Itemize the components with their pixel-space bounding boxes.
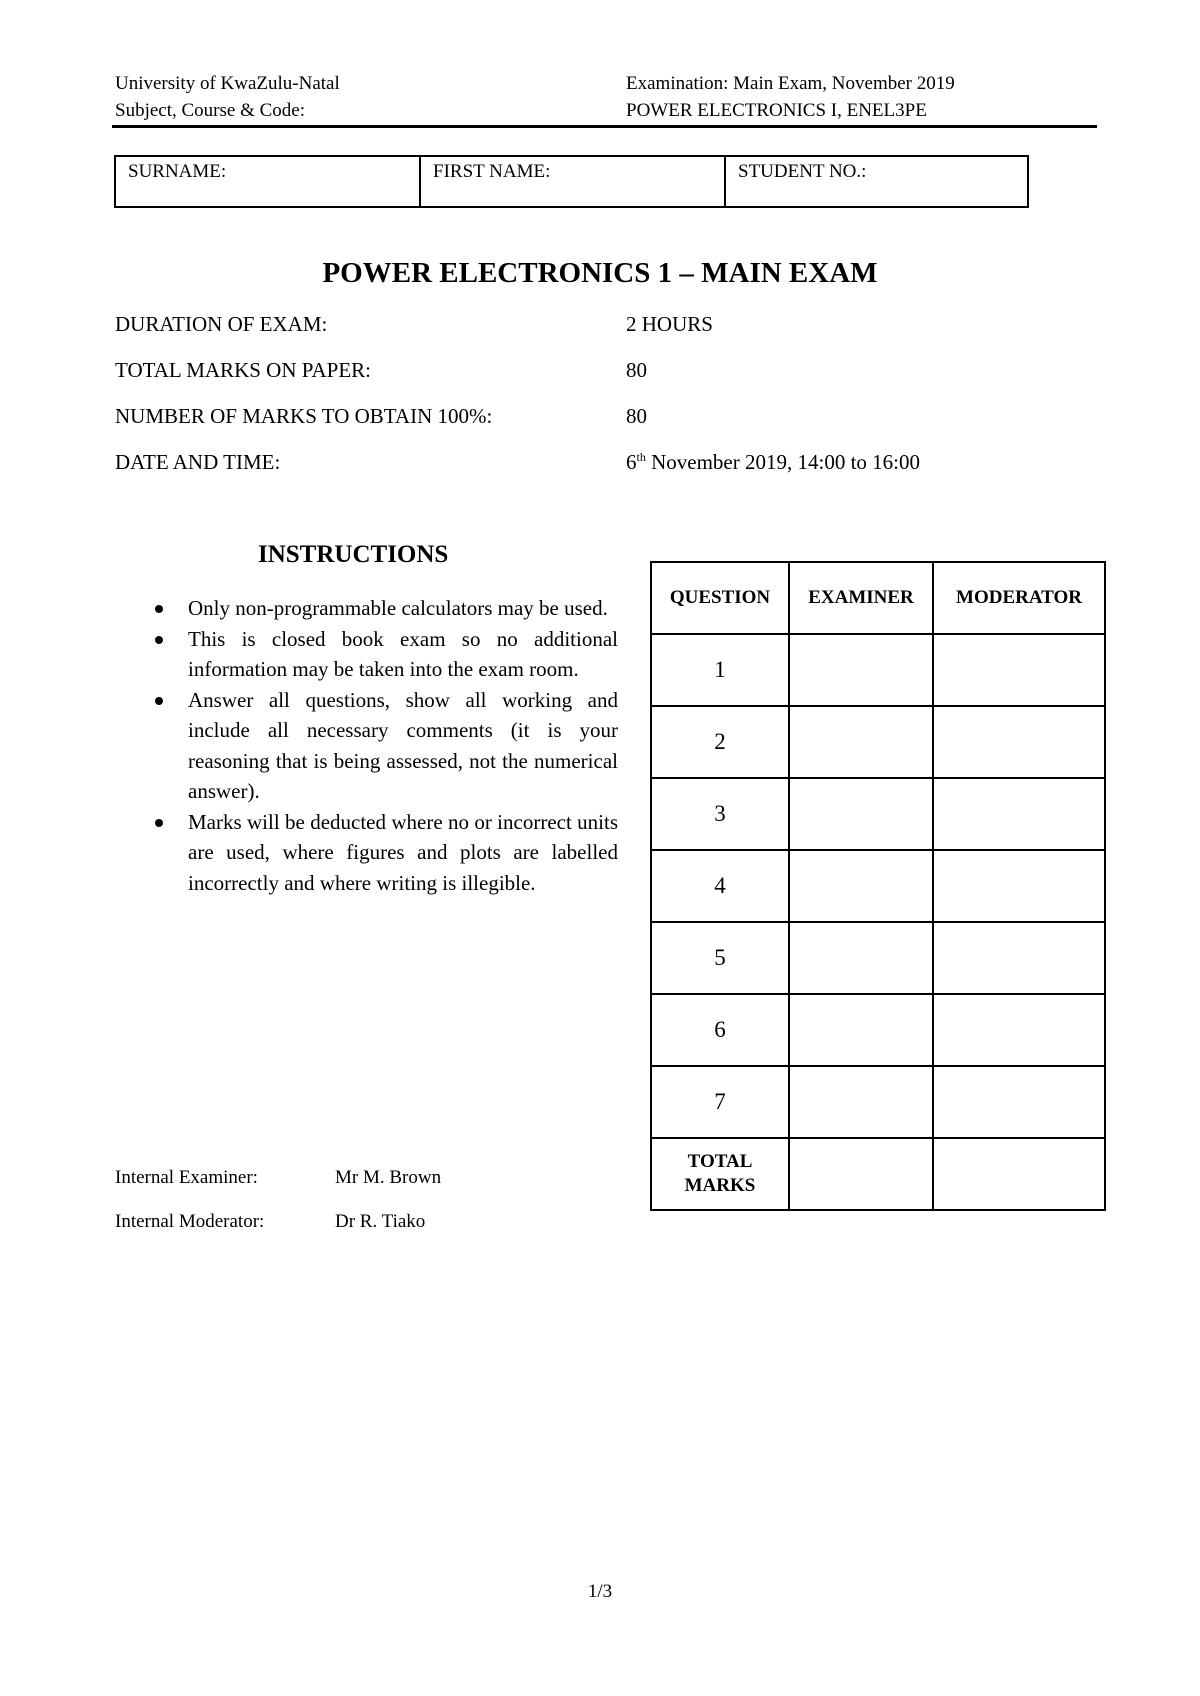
moderator-mark-cell[interactable] bbox=[933, 922, 1105, 994]
moderator-mark-cell[interactable] bbox=[933, 1066, 1105, 1138]
question-number: 3 bbox=[651, 778, 789, 850]
date-day: 6 bbox=[626, 450, 637, 474]
instruction-text: Only non-programmable calculators may be used. bbox=[188, 596, 608, 620]
instruction-item bbox=[150, 624, 618, 685]
question-number: 1 bbox=[651, 634, 789, 706]
examiner-label: Internal Examiner: bbox=[115, 1167, 258, 1188]
total-marks-value: 80 bbox=[626, 358, 647, 382]
question-number: 7 bbox=[651, 1066, 789, 1138]
moderator-mark-cell[interactable] bbox=[933, 778, 1105, 850]
bullet-icon bbox=[155, 605, 163, 613]
examiner-mark-cell[interactable] bbox=[789, 778, 933, 850]
moderator-mark-cell[interactable] bbox=[933, 706, 1105, 778]
instruction-text: This is closed book exam so no additional information may be taken into the exam room. bbox=[188, 626, 618, 681]
examiner-mark-cell[interactable] bbox=[789, 850, 933, 922]
header-question: QUESTION bbox=[651, 562, 789, 634]
table-row bbox=[651, 706, 1105, 778]
student-no-field[interactable]: STUDENT NO.: bbox=[738, 161, 867, 182]
instructions-list bbox=[150, 593, 618, 898]
marks-to-100-value: 80 bbox=[626, 404, 647, 428]
table-row bbox=[651, 994, 1105, 1066]
table-row bbox=[651, 850, 1105, 922]
examination-info: Examination: Main Exam, November 2019 bbox=[626, 73, 955, 94]
instruction-item bbox=[150, 685, 618, 807]
question-number: 4 bbox=[651, 850, 789, 922]
instructions-title: INSTRUCTIONS bbox=[258, 541, 449, 568]
examiner-mark-cell[interactable] bbox=[789, 1066, 933, 1138]
student-details-box bbox=[114, 155, 1029, 208]
date-rest: November 2019, 14:00 to 16:00 bbox=[645, 450, 920, 474]
instruction-item bbox=[150, 807, 618, 899]
subject-label: Subject, Course & Code: bbox=[115, 100, 305, 121]
total-marks-label bbox=[651, 1138, 789, 1210]
total-marks-label: TOTAL MARKS ON PAPER: bbox=[115, 358, 372, 382]
header-examiner: EXAMINER bbox=[789, 562, 933, 634]
moderator-mark-cell[interactable] bbox=[933, 634, 1105, 706]
exam-title: POWER ELECTRONICS 1 – MAIN EXAM bbox=[322, 257, 878, 289]
question-number: 5 bbox=[651, 922, 789, 994]
date-time-value bbox=[626, 449, 920, 475]
surname-field[interactable]: SURNAME: bbox=[116, 157, 421, 206]
header-moderator: MODERATOR bbox=[933, 562, 1105, 634]
bullet-icon bbox=[155, 697, 163, 705]
table-row bbox=[651, 634, 1105, 706]
question-number: 2 bbox=[651, 706, 789, 778]
date-time-label: DATE AND TIME: bbox=[115, 450, 281, 474]
total-line-2: MARKS bbox=[684, 1175, 756, 1196]
university-name: University of KwaZulu-Natal bbox=[115, 73, 340, 94]
examiner-mark-cell[interactable] bbox=[789, 994, 933, 1066]
marks-table bbox=[650, 561, 1106, 1211]
examiner-mark-cell[interactable] bbox=[789, 706, 933, 778]
moderator-label: Internal Moderator: bbox=[115, 1211, 265, 1232]
duration-value: 2 HOURS bbox=[626, 312, 713, 336]
instruction-item bbox=[150, 593, 618, 624]
table-row bbox=[651, 778, 1105, 850]
moderator-mark-cell[interactable] bbox=[933, 994, 1105, 1066]
moderator-name: Dr R. Tiako bbox=[335, 1211, 426, 1232]
table-row bbox=[651, 922, 1105, 994]
total-row bbox=[651, 1138, 1105, 1210]
first-name-field[interactable]: FIRST NAME: bbox=[421, 157, 726, 206]
marks-to-100-label: NUMBER OF MARKS TO OBTAIN 100%: bbox=[115, 404, 493, 428]
examiner-name: Mr M. Brown bbox=[335, 1167, 442, 1188]
examiner-total-cell[interactable] bbox=[789, 1138, 933, 1210]
duration-label: DURATION OF EXAM: bbox=[115, 312, 328, 336]
bullet-icon bbox=[155, 636, 163, 644]
course-code: POWER ELECTRONICS I, ENEL3PE bbox=[626, 100, 927, 121]
total-line-1: TOTAL bbox=[687, 1151, 753, 1172]
instruction-text: Answer all questions, show all working and include all necessary comments (it is your reasoning that is being assessed, not the numerical answer). bbox=[188, 687, 618, 803]
examiner-mark-cell[interactable] bbox=[789, 634, 933, 706]
date-suffix: th bbox=[636, 450, 646, 464]
table-row bbox=[651, 1066, 1105, 1138]
header-rule bbox=[112, 125, 1097, 128]
instruction-text: Marks will be deducted where no or incorrect units are used, where figures and plots are labelled incorrectly and where writing is illegible. bbox=[188, 809, 618, 895]
bullet-icon bbox=[155, 819, 163, 827]
examiner-mark-cell[interactable] bbox=[789, 922, 933, 994]
moderator-mark-cell[interactable] bbox=[933, 850, 1105, 922]
moderator-total-cell[interactable] bbox=[933, 1138, 1105, 1210]
question-number: 6 bbox=[651, 994, 789, 1066]
marks-table-header bbox=[651, 562, 1105, 634]
page-number: 1/3 bbox=[587, 1581, 613, 1602]
